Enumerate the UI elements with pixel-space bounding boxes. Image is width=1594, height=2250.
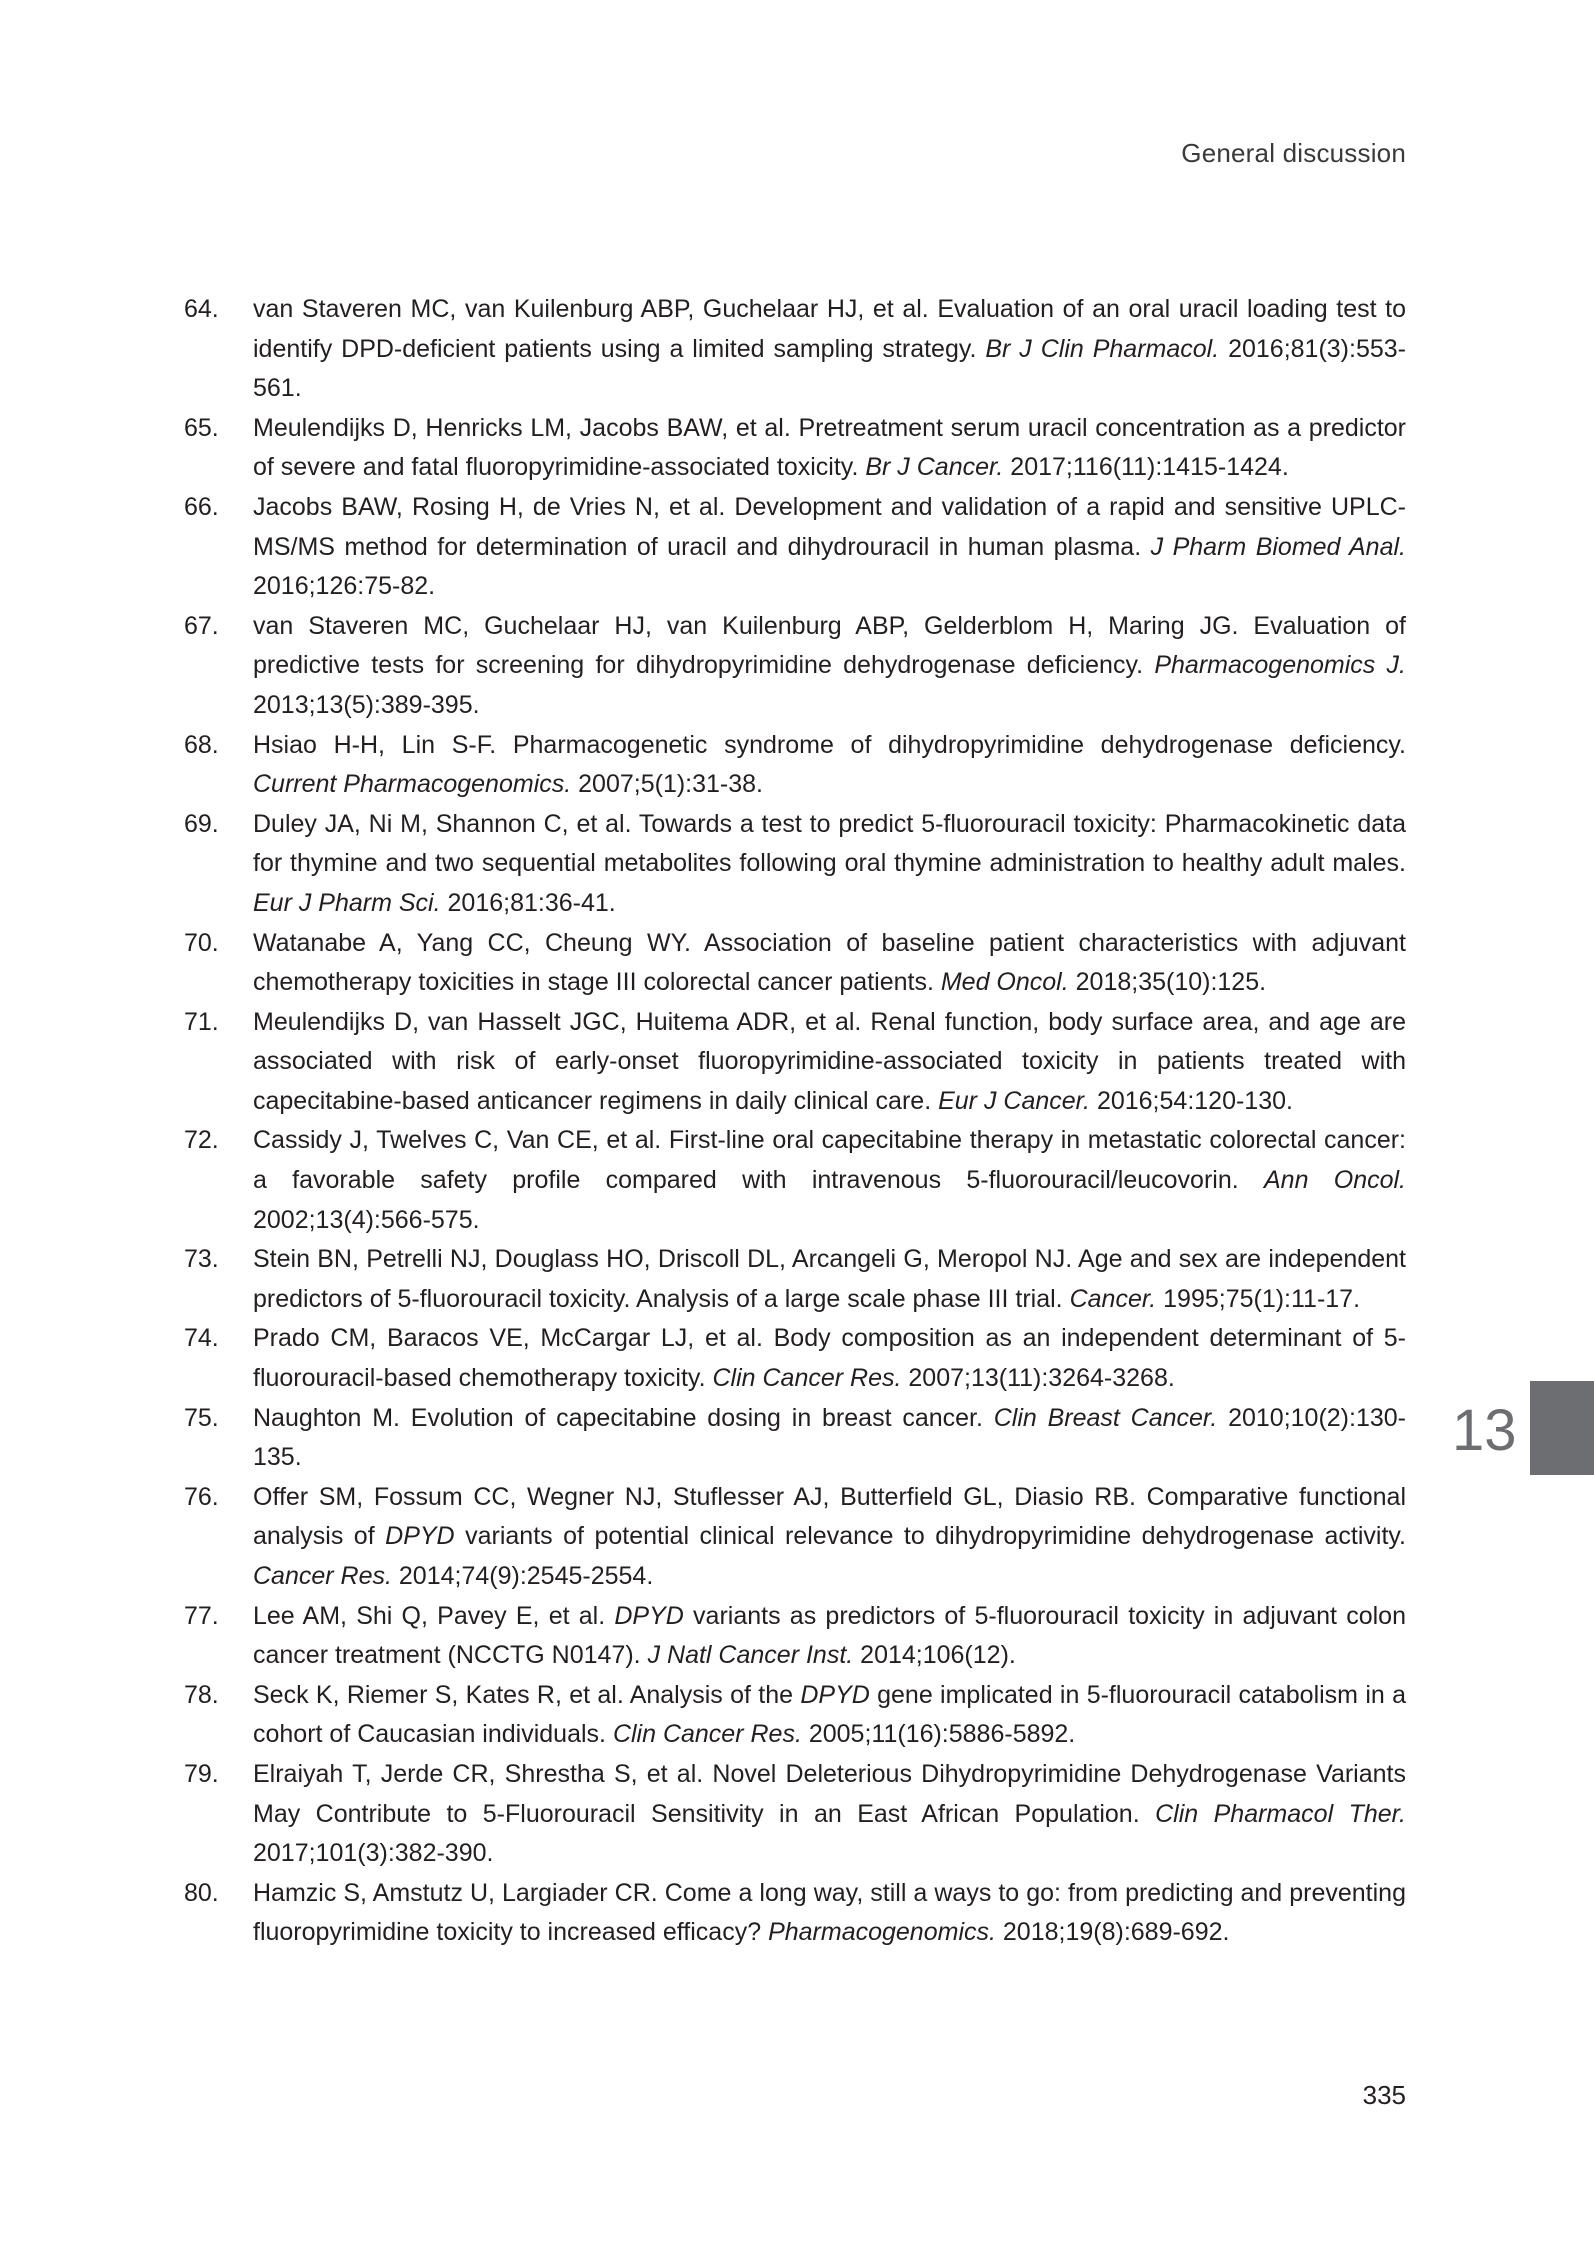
reference-citation: 2014;74(9):2545-2554. <box>391 1562 654 1590</box>
reference-item <box>184 1755 1406 1874</box>
reference-number: 66. <box>184 492 219 521</box>
reference-text: Meulendijks D, Henricks LM, Jacobs BAW, et al. Pretreatment serum uracil concentration as a predictor of severe and fatal fluoropyrimidine-associated toxicity. <box>253 413 1406 482</box>
reference-journal: J Pharm Biomed Anal. <box>1150 532 1406 561</box>
reference-journal: Eur J Pharm Sci. <box>253 888 441 917</box>
reference-item <box>184 1003 1406 1122</box>
reference-item <box>184 1319 1406 1398</box>
reference-text: Cassidy J, Twelves C, Van CE, et al. First-line oral capecitabine therapy in metastatic colorectal cancer: a favorable safety profile compared with intravenous 5-fluorouracil/leucovorin. <box>253 1126 1406 1195</box>
reference-citation: 2016;126:75-82. <box>253 572 436 601</box>
reference-text: Duley JA, Ni M, Shannon C, et al. Towards a test to predict 5-fluorouracil toxicity: Pharmacokinetic data for thymine and two sequential metabolites following oral thymine administration to healthy adult males. <box>253 809 1406 878</box>
reference-item <box>184 1240 1406 1319</box>
reference-journal: Clin Breast Cancer. <box>993 1403 1218 1432</box>
reference-text: Seck K, Riemer S, Kates R, et al. Analysis of the DPYD gene implicated in 5-fluorouracil catabolism in a cohort of Caucasian individuals. <box>253 1680 1406 1749</box>
reference-number: 65. <box>184 413 219 442</box>
reference-item <box>184 290 1406 409</box>
reference-citation: 2002;13(4):566-575. <box>253 1205 480 1234</box>
reference-journal: J Natl Cancer Inst. <box>647 1641 854 1670</box>
reference-text: Hsiao H-H, Lin S-F. Pharmacogenetic syndrome of dihydropyrimidine dehydrogenase deficiency. <box>253 730 1406 759</box>
reference-item <box>184 1121 1406 1240</box>
reference-text: Lee AM, Shi Q, Pavey E, et al. DPYD variants as predictors of 5-fluorouracil toxicity in adjuvant colon cancer treatment (NCCTG N0147). <box>253 1601 1406 1670</box>
reference-text: Elraiyah T, Jerde CR, Shrestha S, et al. Novel Deleterious Dihydropyrimidine Dehydrogenase Variants May Contribute to 5-Fluorouracil Sensitivity in an East African Population. <box>253 1759 1406 1828</box>
chapter-thumb-tab <box>1530 1381 1594 1475</box>
reference-journal: Cancer Res. <box>253 1562 392 1590</box>
reference-text: Prado CM, Baracos VE, McCargar LJ, et al. Body composition as an independent determinant of 5-fluorouracil-based chemotherapy toxicity. <box>253 1324 1406 1393</box>
reference-number: 76. <box>184 1482 219 1511</box>
reference-number: 72. <box>184 1126 219 1155</box>
reference-item <box>184 1874 1406 1953</box>
reference-journal: Eur J Cancer. <box>938 1086 1090 1115</box>
reference-item <box>184 1399 1406 1478</box>
reference-citation: 2005;11(16):5886-5892. <box>801 1720 1076 1749</box>
reference-citation: 2014;106(12). <box>853 1641 1016 1670</box>
reference-text: Naughton M. Evolution of capecitabine dosing in breast cancer. <box>253 1403 994 1432</box>
reference-number: 73. <box>184 1245 219 1274</box>
reference-citation: 2018;35(10):125. <box>1068 968 1267 997</box>
reference-number: 69. <box>184 809 219 838</box>
reference-citation: 2017;101(3):382-390. <box>253 1839 494 1868</box>
reference-citation: 2007;13(11):3264-3268. <box>901 1364 1175 1393</box>
reference-item <box>184 488 1406 607</box>
reference-number: 67. <box>184 611 219 640</box>
running-header-title: General discussion <box>1181 138 1406 168</box>
reference-journal: Br J Clin Pharmacol. <box>985 334 1220 363</box>
reference-journal: Clin Cancer Res. <box>612 1720 802 1749</box>
reference-text: van Staveren MC, Guchelaar HJ, van Kuilenburg ABP, Gelderblom H, Maring JG. Evaluation of predictive tests for screening for dihydropyrimidine dehydrogenase deficiency. <box>253 611 1406 680</box>
chapter-number: 13 <box>1452 1398 1517 1463</box>
reference-journal: Ann Oncol. <box>1263 1166 1406 1195</box>
reference-journal: Pharmacogenomics. <box>768 1918 996 1947</box>
reference-number: 80. <box>184 1878 219 1907</box>
reference-text: Watanabe A, Yang CC, Cheung WY. Association of baseline patient characteristics with adjuvant chemotherapy toxicities in stage III colorectal cancer patients. <box>253 928 1406 997</box>
reference-number: 78. <box>184 1680 219 1709</box>
reference-text: Hamzic S, Amstutz U, Largiader CR. Come a long way, still a ways to go: from predicting and preventing fluoropyrimidine toxicity to increased efficacy? <box>253 1878 1406 1947</box>
reference-list <box>184 290 1406 1953</box>
reference-citation: 2013;13(5):389-395. <box>253 690 480 719</box>
reference-citation: 2016;81:36-41. <box>440 888 616 917</box>
reference-journal: Clin Pharmacol Ther. <box>1155 1799 1406 1828</box>
reference-citation: 2010;10(2):130-135. <box>253 1403 1406 1472</box>
reference-text: van Staveren MC, van Kuilenburg ABP, Guchelaar HJ, et al. Evaluation of an oral uracil loading test to identify DPD-deficient patients using a limited sampling strategy. <box>253 295 1406 363</box>
reference-number: 75. <box>184 1403 219 1432</box>
reference-number: 68. <box>184 730 219 759</box>
reference-item <box>184 924 1406 1003</box>
reference-number: 64. <box>184 295 219 323</box>
reference-journal: Cancer. <box>1069 1284 1157 1313</box>
reference-text: Jacobs BAW, Rosing H, de Vries N, et al. Development and validation of a rapid and sensitive UPLC-MS/MS method for determination of uracil and dihydrouracil in human plasma. <box>253 492 1406 561</box>
reference-citation: 2018;19(8):689-692. <box>995 1918 1230 1947</box>
reference-number: 71. <box>184 1007 219 1036</box>
reference-citation: 2007;5(1):31-38. <box>571 770 763 799</box>
reference-citation: 2016;81(3):553-561. <box>253 334 1406 403</box>
reference-item <box>184 726 1406 805</box>
page-number: 335 <box>1362 2080 1406 2110</box>
reference-text: Stein BN, Petrelli NJ, Douglass HO, Driscoll DL, Arcangeli G, Meropol NJ. Age and sex are independent predictors of 5-fluorouracil toxicity. Analysis of a large scale phase III trial. <box>253 1245 1406 1313</box>
reference-item <box>184 607 1406 726</box>
reference-citation: 1995;75(1):11-17. <box>1156 1284 1361 1313</box>
reference-citation: 2016;54:120-130. <box>1090 1086 1293 1115</box>
reference-number: 79. <box>184 1759 219 1788</box>
reference-journal: Pharmacogenomics J. <box>1154 651 1407 680</box>
reference-number: 74. <box>184 1324 219 1353</box>
reference-item <box>184 409 1406 488</box>
reference-journal: Current Pharmacogenomics. <box>253 770 572 799</box>
reference-text: Meulendijks D, van Hasselt JGC, Huitema ADR, et al. Renal function, body surface area, and age are associated with risk of early-onset fluoropyrimidine-associated toxicity in patients treated with capecitabine-based anticancer regimens in daily clinical care. <box>253 1007 1406 1115</box>
reference-text: Offer SM, Fossum CC, Wegner NJ, Stuflesser AJ, Butterfield GL, Diasio RB. Comparative functional analysis of DPYD variants of potential clinical relevance to dihydropyrimidine dehydrogenase activity. <box>253 1482 1406 1551</box>
reference-item <box>184 805 1406 924</box>
reference-journal: Med Oncol. <box>940 968 1069 997</box>
reference-item <box>184 1597 1406 1676</box>
reference-item <box>184 1478 1406 1597</box>
reference-item <box>184 1676 1406 1755</box>
reference-number: 70. <box>184 928 219 957</box>
reference-journal: Br J Cancer. <box>865 453 1004 482</box>
reference-citation: 2017;116(11):1415-1424. <box>1003 453 1289 482</box>
reference-number: 77. <box>184 1601 219 1630</box>
reference-journal: Clin Cancer Res. <box>712 1364 902 1393</box>
